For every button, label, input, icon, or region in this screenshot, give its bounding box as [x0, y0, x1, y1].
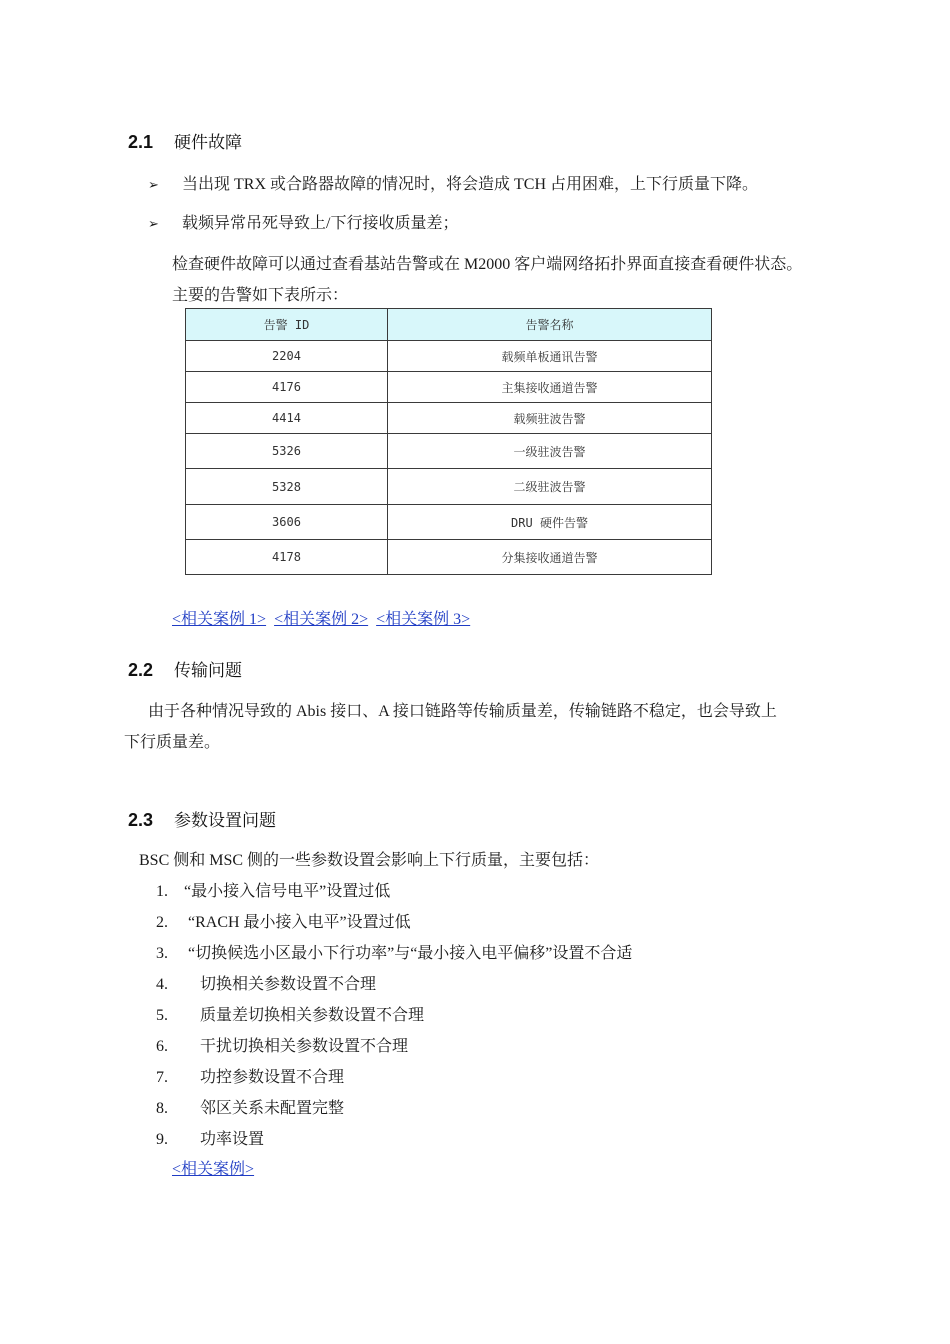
section-title: 硬件故障 — [174, 133, 242, 153]
list-item — [156, 1002, 424, 1025]
alarm-id-cell: 3606 — [186, 505, 388, 540]
alarm-name-cell: 载频单板通讯告警 — [388, 341, 712, 372]
paragraph-line: 主要的告警如下表所示： — [172, 287, 349, 304]
table-row — [186, 403, 712, 434]
list-text: 干扰切换相关参数设置不合理 — [200, 1038, 409, 1055]
table-header-row — [186, 309, 712, 341]
alarm-name-cell: 主集接收通道告警 — [388, 372, 712, 403]
paragraph-line: BSC 侧和 MSC 侧的一些参数设置会影响上下行质量，主要包括： — [139, 852, 600, 869]
section-number: 2.1 — [128, 132, 154, 152]
list-text: “切换候选小区最小下行功率”与“最小接入电平偏移”设置不合适 — [188, 945, 633, 962]
section-heading-2-2 — [128, 656, 242, 681]
alarm-name-cell: 二级驻波告警 — [388, 469, 712, 505]
column-header-alarm-name: 告警名称 — [388, 309, 712, 341]
list-item — [156, 971, 376, 994]
list-number: 9. — [156, 1131, 168, 1148]
list-text: 质量差切换相关参数设置不合理 — [200, 1007, 425, 1024]
section-title: 传输问题 — [174, 661, 242, 681]
list-text: 功控参数设置不合理 — [200, 1069, 345, 1086]
table-row — [186, 341, 712, 372]
list-number: 5. — [156, 1007, 168, 1024]
bullet-item — [148, 171, 758, 194]
paragraph-line: 检查硬件故障可以通过查看基站告警或在 M2000 客户端网络拓扑界面直接查看硬件状态。 — [172, 256, 803, 273]
list-number: 7. — [156, 1069, 168, 1086]
section-number: 2.2 — [128, 660, 154, 680]
table-row — [186, 434, 712, 469]
arrow-bullet-icon: ➢ — [148, 178, 159, 193]
list-number: 8. — [156, 1100, 168, 1117]
section-title: 参数设置问题 — [174, 811, 276, 831]
paragraph-line: 由于各种情况导致的 Abis 接口、A 接口链路等传输质量差，传输链路不稳定，也会导致上 — [148, 703, 777, 720]
table-row — [186, 469, 712, 505]
list-item — [156, 1126, 264, 1149]
list-item — [156, 1033, 408, 1056]
list-text: “最小接入信号电平”设置过低 — [184, 883, 391, 900]
section-heading-2-1 — [128, 128, 242, 153]
table-row — [186, 372, 712, 403]
paragraph-line: 下行质量差。 — [124, 734, 221, 751]
list-number: 1. — [156, 883, 168, 900]
related-case-link[interactable]: <相关案例> — [172, 1161, 255, 1178]
list-number: 6. — [156, 1038, 168, 1055]
related-case-links — [172, 606, 478, 629]
alarm-name-cell: 分集接收通道告警 — [388, 540, 712, 575]
bullet-text: 载频异常吊死导致上/下行接收质量差； — [182, 215, 459, 232]
bullet-item — [148, 210, 458, 233]
list-item — [156, 1095, 344, 1118]
list-text: “RACH 最小接入电平”设置过低 — [188, 914, 411, 931]
alarm-name-cell: 载频驻波告警 — [388, 403, 712, 434]
related-case-link-2[interactable]: <相关案例 2> — [274, 611, 369, 628]
list-item — [156, 1064, 344, 1087]
column-header-alarm-id: 告警 ID — [186, 309, 388, 341]
table-row — [186, 540, 712, 575]
alarm-name-cell: 一级驻波告警 — [388, 434, 712, 469]
list-number: 2. — [156, 914, 168, 931]
list-item — [156, 909, 411, 932]
alarm-id-cell: 4178 — [186, 540, 388, 575]
alarm-id-cell: 4414 — [186, 403, 388, 434]
section-heading-2-3 — [128, 806, 276, 831]
related-case-links — [172, 1156, 262, 1179]
list-item — [156, 878, 390, 901]
table-row — [186, 505, 712, 540]
section-number: 2.3 — [128, 810, 154, 830]
arrow-bullet-icon: ➢ — [148, 217, 159, 232]
alarm-name-cell: DRU 硬件告警 — [388, 505, 712, 540]
list-text: 功率设置 — [200, 1131, 265, 1148]
alarm-id-cell: 5326 — [186, 434, 388, 469]
list-item — [156, 940, 632, 963]
alarm-id-cell: 4176 — [186, 372, 388, 403]
alarm-id-cell: 5328 — [186, 469, 388, 505]
related-case-link-3[interactable]: <相关案例 3> — [376, 611, 471, 628]
list-text: 邻区关系未配置完整 — [200, 1100, 345, 1117]
bullet-text: 当出现 TRX 或合路器故障的情况时，将会造成 TCH 占用困难，上下行质量下降。 — [182, 176, 759, 193]
list-number: 3. — [156, 945, 168, 962]
list-number: 4. — [156, 976, 168, 993]
alarm-table — [185, 308, 712, 575]
alarm-id-cell: 2204 — [186, 341, 388, 372]
list-text: 切换相关参数设置不合理 — [200, 976, 377, 993]
related-case-link-1[interactable]: <相关案例 1> — [172, 611, 267, 628]
